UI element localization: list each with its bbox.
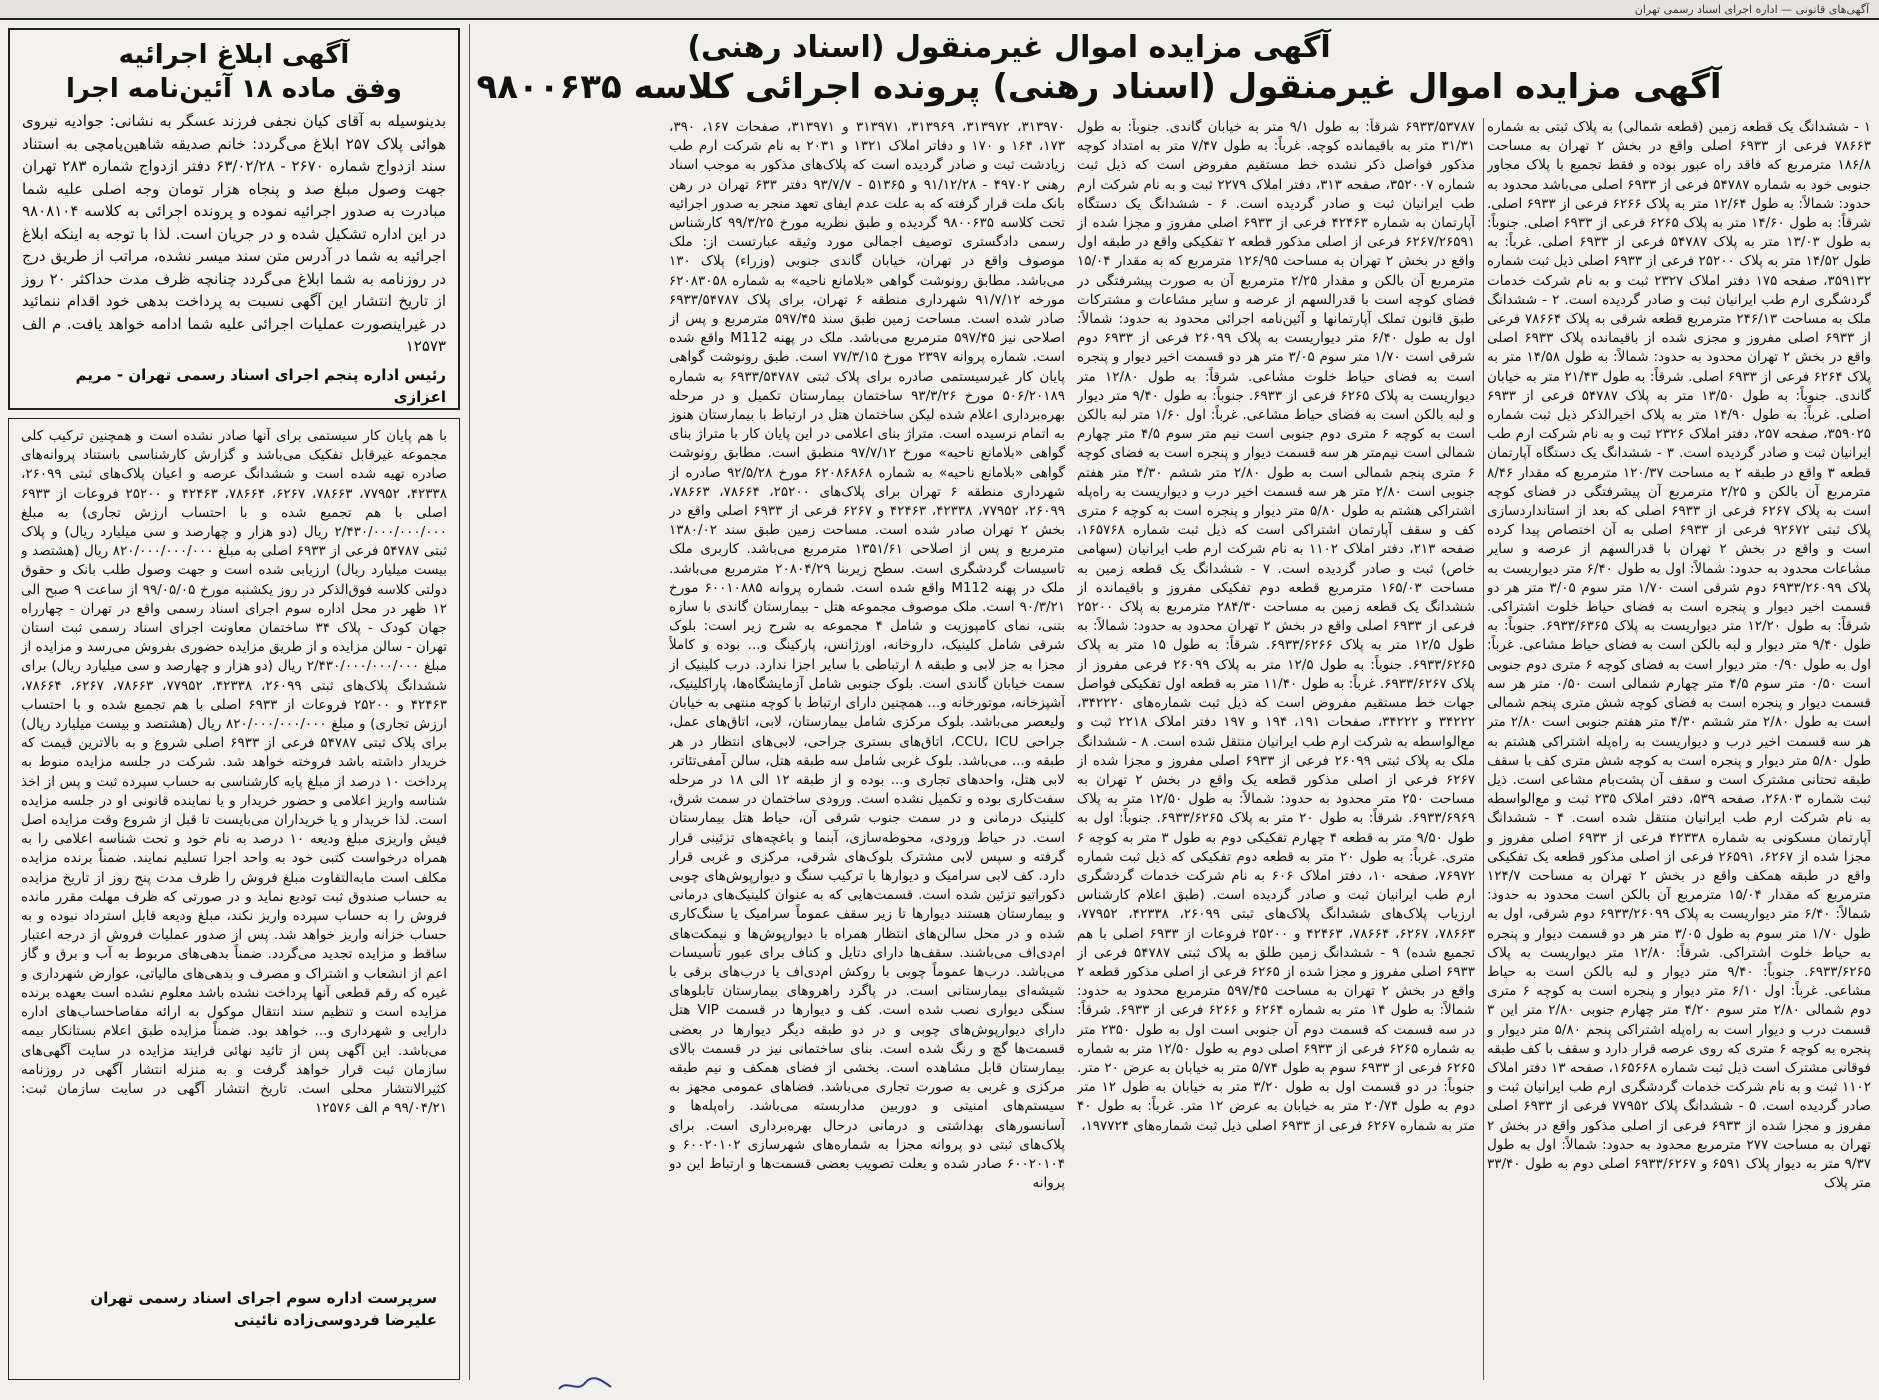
column-2-text: ۶۹۳۳/۵۳۷۸۷ شرقاً: به طول ۹/۱ متر به خیابان گاندی. جنوباً: به طول ۳۱/۳۱ متر به باقیمانده کوچه. غرباً: به طول ۷/۴۷ متر به امتداد کوچه مذکور فواصل ذکر نشده خط مستقیم مفروض است که ذیل ثبت شماره ۳۵۲۰۰۷، صفحه ۳۱۳، دفتر املاک ۲۲۷۹ ثبت و به نام شرکت ارم طب ایرانیان ثبت و صادر گردیده است. ۶ - ششدانگ یک دستگاه آپارتمان به شماره ۴۲۴۶۳ فرعی از ۶۹۳۳ اصلی مفروز و مجزا شده از ۶۲۶۷/۲۶۵۹۱ فرعی از اصلی مذکور قطعه ۲ تفکیکی واقع در طبقه اول واقع در بخش ۲ تهران به مساحت ۱۲۶/۹۵ مترمربع که به مقدار ۱۵/۰۴ مترمربع آن بالکن و مقدار ۲/۲۵ مترمربع آن به صورت پیشرفتگی در فضای کوچه است با قدرالسهم از عرصه و سایر مشاعات و مشترکات طبق قانون تملک آپارتمانها و آئین‌نامه اجرائی محدود به حدود: شمالاً: اول به طول ۶/۴۰ متر دیواریست به پلاک ۲۶۰۹۹ فرعی از ۶۹۳۳ دوم شرقی است ۱/۷۰ متر سوم ۳/۰۵ متر هر دو قسمت اخیر دیوار و پنجره است به فضای حیاط خلوت مشاعی. شرقاً: به طول ۱۲/۸۰ متر دیواریست به پلاک ۶۲۶۵ فرعی از ۶۹۳۳. جنوباً: به طول ۹/۴۰ متر دیوار و لبه بالکن است به فضای حیاط مشاعی. غرباً: اول ۱/۶۰ متر لبه بالکن است به کوچه ۶ متری دوم جنوبی است نیم متر سوم ۴/۵ متر چهارم شمالی است نیم‌متر هر سه قسمت دیوار و پنجره است به فضای کوچه ۶ متری پنجم شمالی است به طول ۲/۸۰ متر ششم ۴/۳۰ متر هفتم جنوبی است ۲/۸۰ متر هر سه قسمت اخیر درب و دیواریست به راه‌پله اشتراکی هشتم به طول ۵/۸۰ متر دیوار و پنجره است به کوچه ۶ متری کف و سقف آپارتمان اشتراکی است که ذیل ثبت شماره ۱۶۵۷۶۸، صفحه ۲۱۳، دفتر املاک ۱۱۰۲ به نام شرکت ارم طب ایرانیان (سهامی خاص) ثبت و صادر گردیده است. ۷ - ششدانگ یک قطعه زمین به مساحت ۱۶۵/۰۳ مترمربع قطعه دوم تفکیکی مفروز و باقیمانده از ششدانگ یک قطعه زمین به مساحت ۲۸۴/۳۰ مترمربع به پلاک ۲۵۲۰۰ فرعی از ۶۹۳۳ اصلی واقع در بخش ۲ تهران محدود به حدود: شمالاً: به طول ۱۲/۵ متر به پلاک ۶۹۳۳/۶۲۶۶. شرقاً: به طول ۱۵ متر به پلاک ۶۹۳۳/۶۲۶۵. جنوباً: به طول ۱۲/۵ متر به پلاک ۲۶۰۹۹ فرعی مفروز از پلاک ۶۹۳۳/۶۲۶۷. غرباً: به طول ۱۱/۴۰ متر به قطعه اول تفکیکی فواصل جهات خط مستقیم مفروض است که ذیل ثبت شماره‌های ۳۴۲۲۲۰، ۳۴۲۲۲ و ۳۴۲۲۲، صفحات ۱۹۱، ۱۹۴ و ۱۹۷ دفتر املاک ۲۲۱۸ ثبت و مع‌الواسطه به شرکت ارم طب ایرانیان منتقل شده است. ۸ - ششدانگ ملک به پلاک ثبتی ۲۶۰۹۹ فرعی از ۶۹۳۳ اصلی مفروز و مجزا شده از ۶۲۶۷ فرعی از اصلی مذکور قطعه یک واقع در بخش ۲ تهران به مساحت ۲۵۰ متر محدود به حدود: شمالاً: به طول ۱۲/۵۰ متر به پلاک ۶۹۳۳/۶۹۶۹. شرقاً: به طول ۲۰ متر به پلاک ۶۹۳۳/۶۲۶۵. جنوباً: اول به طول ۹/۵۰ متر به قطعه ۴ چهارم تفکیکی دوم به طول ۳ متر به کوچه ۶ متری. غرباً: به طول ۲۰ متر به قطعه دوم تفکیکی که ذیل ثبت شماره ۷۶۹۷۲، صفحه ۱۰، دفتر املاک ۶۰۶ به نام شرکت خدمات گردشگری ارم طب ایرانیان ثبت و صادر گردیده است. (طبق اعلام کارشناس ارزیاب پلاک‌های ششدانگ پلاک‌های ثبتی ۲۶۰۹۹، ۴۲۳۳۸، ۷۷۹۵۲، ۷۸۶۶۳، ۶۲۶۷، ۷۸۶۶۴، ۴۲۴۶۳ و ۲۵۲۰۰ فروعات از ۶۹۳۳ اصلی با هم تجمیع شده) ۹ - ششدانگ زمین طلق به پلاک ثبتی ۵۴۷۸۷ فرعی از ۶۹۳۳ اصلی مفروز و مجزا شده از ۶۲۶۵ فرعی از اصلی مذکور قطعه ۲ واقع در بخش ۲ تهران به مساحت ۵۹۷/۴۵ مترمربع محدود به حدود: شمالاً: به طول ۱۴ متر به شماره ۶۲۶۴ و ۶۲۶۶ فرعی از ۶۹۳۳. شرقاً: در سه قسمت که قسمت دوم آن جنوبی است اول به طول ۲۳۵۰ متر به شماره ۶۲۶۵ فرعی از ۶۹۳۳ اصلی دوم به طول ۱۲/۵۰ متر به شماره ۶۲۶۵ فرعی از ۶۹۳۳ سوم به طول ۵/۷۴ متر به خیابان به عرض ۲۰ متر. جنوباً: در دو قسمت اول به طول ۳/۲۰ متر به خیابان به طول ۱۲ متر دوم به طول ۲۰/۷۴ متر به خیابان به عرض ۱۲ متر. غرباً: به طول ۴۰ متر به شماره ۶۲۶۷ فرعی از ۶۹۳۳ اصلی ذیل ثبت شماره‌های ۱۹۷۷۲۴، [1077,119,1475,1134]
column-1-text: ۱ - ششدانگ یک قطعه زمین (قطعه شمالی) به پلاک ثبتی به شماره ۷۸۶۶۳ فرعی از ۶۹۳۳ اصلی واقع در بخش ۲ تهران به مساحت ۱۸۶/۸ مترمربع که فاقد راه عبور بوده و فقط تجمیع با پلاک مجاور جنوبی خود به شماره ۵۴۷۸۷ فرعی از ۶۹۳۳ اصلی می‌باشد محدود به حدود: شمالاً: به طول ۱۲/۶۴ متر به پلاک ۶۲۶۶ فرعی از ۶۹۳۳ اصلی. شرقاً: به طول ۱۴/۶۰ متر به پلاک ۶۲۶۵ فرعی از ۶۹۳۳ اصلی. جنوباً: به طول ۱۳/۰۳ متر به پلاک ۵۴۷۸۷ فرعی از ۶۹۳۳ اصلی. غرباً: به طول ۱۴/۵۲ متر به پلاک ۲۵۲۰۰ فرعی از ۶۹۳۳ اصلی ذیل ثبت شماره ۳۵۹۱۳۲، صفحه ۱۷۵ دفتر املاک ۲۳۲۷ ثبت و به نام شرکت خدمات گردشگری ارم طب ایرانیان ثبت و صادر گردیده است. ۲ - ششدانگ ملک به مساحت ۲۴۶/۱۳ مترمربع قطعه شرقی به پلاک ۷۸۶۶۴ فرعی از ۶۹۳۳ اصلی مفروز و مجزی شده از باقیمانده پلاک ۶۹۳۳ اصلی واقع در بخش ۲ تهران محدود به حدود: شمالاً: به طول ۱۴/۵۸ متر به پلاک ۶۲۶۴ فرعی از ۶۹۳۳ اصلی. شرقاً: به طول ۲۱/۴۳ متر به خیابان گاندی. جنوباً: به طول ۱۳/۵۰ متر به پلاک ۵۴۷۸۷ فرعی از ۶۹۳۳ اصلی. غرباً: به طول ۱۴/۹۰ متر به پلاک اخیرالذکر ذیل ثبت شماره ۳۵۹۰۲۵، صفحه ۲۵۷، دفتر املاک ۲۳۲۶ ثبت و به نام شرکت ارم طب ایرانیان ثبت و صادر گردیده است. ۳ - ششدانگ یک دستگاه آپارتمان قطعه ۳ واقع در طبقه ۲ به مساحت ۱۲۰/۳۷ مترمربع که مقدار ۸/۴۶ مترمربع آن بالکن و ۲/۲۵ مترمربع آن پیشرفتگی در فضای کوچه است به پلاک ۶۲۶۷ فرعی از ۶۹۳۳ اصلی که بعد از استانداردسازی پلاک ثبتی ۹۲۶۷۲ فرعی از ۶۹۳۳ اصلی به آن اختصاص پیدا کرده است و واقع در بخش ۲ تهران با قدرالسهم از عرصه و سایر مشاعات محدود به حدود: شمالاً: اول به طول ۶/۴۰ متر دیواریست به پلاک ۶۹۳۳/۲۶۰۹۹ دوم شرقی است ۱/۷۰ متر سوم ۳/۰۵ متر هر دو قسمت اخیر دیوار و پنجره است به فضای حیاط خلوت اشتراکی. شرقاً: به طول ۱۲/۲۰ متر دیواریست به پلاک ۶۹۳۳/۶۳۶۵. جنوباً: به طول ۹/۴۰ متر دیوار و لبه بالکن است به فضای حیاط مشاعی. غرباً: اول به طول ۰/۹۰ متر دیوار است به فضای کوچه ۶ متری دوم جنوبی است ۰/۵۰ متر سوم ۴/۵ متر چهارم شمالی است ۰/۵۰ متر هر سه قسمت دیوار و پنجره است به فضای کوچه شش متری پنجم شمالی است به طول ۲/۸۰ متر ششم ۴/۳۰ متر هفتم جنوبی است ۲/۸۰ متر هر سه قسمت اخیر درب و دیواریست به راه‌پله اشتراکی هشتم به طول ۵/۸۰ متر دیوار و پنجره است به کوچه شش متری کف با سقف طبقه تحتانی مشترک است و سقف آن پشت‌بام مشاعی است. ذیل ثبت شماره ۲۶۸۰۳، صفحه ۵۳۹، دفتر املاک ۲۳۵ ثبت و مع‌الواسطه به نام شرکت ارم طب ایرانیان منتقل شده است. ۴ - ششدانگ آپارتمان مسکونی به شماره ۴۲۳۳۸ فرعی از ۶۹۳۳ اصلی مفروز و مجزا شده از ۶۲۶۷، ۲۶۵۹۱ فرعی از اصلی مذکور قطعه یک تفکیکی واقع در طبقه همکف واقع در بخش ۲ تهران به مساحت ۱۲۴/۷ مترمربع که مقدار ۱۵/۰۴ مترمربع آن بالکن است محدود به حدود: شمالاً: ۶/۴۰ متر دیواریست به پلاک ۶۹۳۳/۲۶۰۹۹ دوم شرقی، اول به طول ۱/۷۰ متر سوم به طول ۳/۰۵ متر هر دو قسمت دیوار و پنجره به حیاط خلوت اشتراکی. شرقاً: ۱۲/۸۰ متر دیواریست به پلاک ۶۹۳۳/۶۲۶۵. جنوباً: ۹/۴۰ متر دیوار و لبه بالکن است به حیاط مشاعی. غرباً: اول ۶/۱۰ متر دیوار و پنجره است به کوچه ۶ متری دوم شمالی ۲/۸۰ متر سوم ۴/۲۰ متر چهارم جنوبی ۲/۸۰ متر این ۳ قسمت درب و دیوار است به راه‌پله اشتراکی پنجم ۵/۸۰ متر دیوار و پنجره به کوچه ۶ متری که روی عرصه قرار دارد و سقف با کف طبقه فوقانی مشترک است ذیل ثبت شماره ۱۶۵۶۶۸، صفحه ۱۳ دفتر املاک ۱۱۰۲ ثبت و به نام شرکت خدمات گردشگری ارم طب ایرانیان ثبت و صادر گردیده است. ۵ - ششدانگ پلاک ۷۷۹۵۲ فرعی از ۶۹۳۳ اصلی مفروز و مجزا شده از ۶۹۳۳ فرعی از اصلی مذکور واقع در بخش ۲ تهران به مساحت ۲۷۷ مترمربع محدود به حدود: شمالاً: اول به طول ۹/۳۷ متر به دیوار پلاک ۶۵۹۱ و ۶۹۳۳/۶۲۶۷ اصلی دوم به طول ۳۳/۴۰ متر پلاک [1487,119,1871,1192]
main-notice-signature-title: سرپرست اداره سوم اجرای اسناد رسمی تهران [90,1289,437,1307]
main-notice-column-3 [669,118,1065,1380]
side-notice-title-1: آگهی ابلاغ اجرائیه [118,40,350,70]
side-notice-box [8,28,460,410]
column-3-text: ۳۱۳۹۷۰، ۳۱۳۹۷۲، ۳۱۳۹۶۹، ۳۱۳۹۷۱ و ۳۱۳۹۷۱، صفحات ۱۶۷، ۳۹۰، ۱۷۳، ۱۶۴ و ۱۷۰ و دفاتر املاک ۱۳۲۱ و ۲۰۳۱ به نام شرکت ارم طب زیادشت ثبت و صادر گردیده است که پلاک‌های مذکور به موجب اسناد رهنی ۴۹۷۰۲ - ۹۱/۱۲/۲۸ و ۵۱۳۶۵ - ۹۳/۷/۷ دفتر ۶۳۳ تهران در رهن بانک ملت قرار گرفته که به علت عدم ایفای تعهد منجر به صدور اجرائیه تحت کلاسه ۹۸۰۰۶۳۵ گردیده و طبق نظریه مورخ ۹۹/۳/۲۵ کارشناس رسمی دادگستری توصیف اجمالی مورد وثیقه عبارتست از: ملک موصوف واقع در تهران، خیابان گاندی جنوبی (وزراء) پلاک ۱۳۰ می‌باشد. مطابق رونوشت گواهی «بلامانع ناحیه» به شماره ۶۲۰۸۳۰۵۸ مورخه ۹۱/۷/۱۲ شهرداری منطقه ۶ تهران، برای پلاک ۶۹۳۳/۵۴۷۸۷ صادر شده است. مساحت زمین طبق سند ۵۹۷/۴۵ مترمربع و پس از اصلاحی نیز ۵۹۷/۴۵ مترمربع می‌باشد. ملک در پهنه M112 واقع شده است. شماره پروانه ۲۳۹۷ مورخ ۷۷/۳/۱۵ است. طبق رونوشت گواهی پایان کار غیرسیستمی صادره برای پلاک ثبتی ۶۹۳۳/۵۴۷۸۷ به شماره ۵۰۶/۲۰۱۸۹ مورخ ۹۳/۳/۲۶ ساختمان بیمارستان تکمیل و در مرحله بهره‌برداری اعلام شده لیکن ساختمان هتل در ارتباط با بیمارستان هنوز به اتمام نرسیده است. متراژ بنای اعلامی در این پایان کار با متراژ بنای گواهی «بلامانع ناحیه» مورخ ۹۷/۷/۱۲ منطبق است. مطابق رونوشت گواهی «بلامانع ناحیه» به شماره ۶۲۰۸۶۸۶۸ مورخ ۹۲/۵/۲۸ صادره از شهرداری منطقه ۶ تهران برای پلاک‌های ۲۵۲۰۰، ۷۸۶۶۴، ۷۸۶۶۳، ۲۶۰۹۹، ۷۷۹۵۲، ۴۲۳۳۸، ۴۲۴۶۳ و ۶۲۶۷ فرعی از ۶۹۳۳ اصلی واقع در بخش ۲ تهران صادر شده است. مساحت زمین طبق سند ۱۳۸۰/۰۲ مترمربع و پس از اصلاحی ۱۳۵۱/۶۱ مترمربع می‌باشد. کاربری ملک تاسیسات گردشگری است. سطح زیربنا ۲۰۸۰۴/۲۹ مترمربع می‌باشد. ملک در پهنه M112 واقع شده است. شماره پروانه ۶۰۰۱۰۸۸۵ مورخ ۹۰/۳/۲۱ است. ملک موصوف مجموعه هتل - بیمارستان گاندی با سازه بتنی، نمای کامپوزیت و شامل ۴ مجموعه به شرح زیر است: بلوک شرقی شامل کلینیک، داروخانه، اورژانس، پارکینگ و... بوده و کاملاً مجزا به جز لابی و طبقه ۸ ارتباطی با سایر اجزا ندارد. درب کلینیک از سمت خیابان گاندی است. بلوک جنوبی شامل آزمایشگاه‌ها، پاراکلینیک، آشپزخانه، موتورخانه و... همچنین دارای ارتباط با کوچه منتهی به خیابان ولیعصر می‌باشد. بلوک مرکزی شامل بیمارستان، لابی، اتاق‌های عمل، جراحی CCU، ICU، اتاق‌های بستری جراحی، لابی‌های انتظار در هر طبقه و... می‌باشد. بلوک غربی شامل سه طبقه هتل، سالن آمفی‌تئاتر، لابی هتل، واحدهای تجاری و... بوده و از طبقه ۱۲ الی ۱۸ در مرحله سفت‌کاری بوده و تکمیل نشده است. ورودی ساختمان در سمت شرق، کلینیک درمانی و در سمت جنوب شرقی آن، حیاط هتل بیمارستان است. در حیاط ورودی، محوطه‌سازی، آبنما و باغچه‌های تزئینی قرار گرفته و سپس لابی مشترک بلوک‌های شرقی، مرکزی و غربی قرار دارد. کف لابی سرامیک و دیوارها با ترکیب سنگ و دیوارپوش‌های چوبی دکوراتیو تزئین شده است. قسمت‌هایی که به عنوان کلینیک‌های درمانی و بیمارستان هستند دیوارها تا زیر سقف عموماً سرامیک یا سنگ‌کاری شده و در محل سالن‌های انتظار همراه با دیوارپوش‌ها و نیمکت‌های ام‌دی‌اف می‌باشند. سقف‌ها دارای دتایل و کناف برای عبور تأسیسات می‌باشد. درب‌ها عموماً چوبی با روکش ام‌دی‌اف یا درب‌های برقی با شیشه‌ای بیمارستانی است. در پاگرد راهروهای بیمارستان تابلوهای سنگی دیواری نصب شده است. کف و دیوارها در قسمت VIP هتل دارای دیوارپوش‌های چوبی و در دو طبقه دیگر دیوارها در بعضی قسمت‌ها گچ و رنگ شده است. بنای ساختمانی نیز در قسمت بالای بیمارستان قابل مشاهده است. بخشی از فضای همکف و نیم طبقه مرکزی و غربی به صورت تجاری می‌باشد. فضاهای عمومی مجهز به سیستم‌های امنیتی و دوربین مداربسته می‌باشد. راه‌پله‌ها و آسانسورهای بهداشتی و درمانی درحال بهره‌برداری است. برای پلاک‌های ثبتی دو پروانه مجزا به شماره‌های شهرسازی ۶۰۰۲۰۱۰۲ و ۶۰۰۲۰۱۰۴ صادر شده و بعلت تصویب بعضی قسمت‌ها و ارتباط این دو پروانه [669,119,1065,1192]
main-notice-column-2 [1077,118,1475,1380]
main-notice-title-1: آگهی مزایده اموال غیرمنقول (اسناد رهنی) [687,30,1331,65]
side-notice-signature: رئیس اداره پنجم اجرای اسناد رسمی تهران - مریم اعزازی [75,365,446,406]
main-notice-headline [454,30,1864,112]
column-4-text: با هم پایان کار سیستمی برای آنها صادر نشده است و همچنین ترکیب کلی مجموعه غیرقابل تفکیک می‌باشد و گزارش کارشناسی باستناد پروانه‌های صادره تهیه شده است و ششدانگ عرصه و اعیان پلاک‌های ثبتی ۲۶۰۹۹، ۴۲۳۳۸، ۷۷۹۵۲، ۷۸۶۶۳، ۶۲۶۷، ۷۸۶۶۴، ۴۲۴۶۳ و ۲۵۲۰۰ فروعات از ۶۹۳۳ اصلی با هم تجمیع شده و با احتساب ارزش تجاری) به مبلغ ۲/۴۳۰/۰۰۰/۰۰۰/۰۰۰ ریال (دو هزار و چهارصد و سی میلیارد ریال) و پلاک ثبتی ۵۴۷۸۷ فرعی از ۶۹۳۳ اصلی به مبلغ ۸۲۰/۰۰۰/۰۰۰/۰۰۰ ریال (هشتصد و بیست میلیارد ریال) ارزیابی شده است و جهت وصول طلب بانک و حقوق دولتی کلاسه فوق‌الذکر در روز یکشنبه مورخ ۹۹/۰۵/۰۵ از ساعت ۹ صبح الی ۱۲ ظهر در محل اداره سوم اجرای اسناد رسمی واقع در تهران - چهارراه جهان کودک - پلاک ۳۴ ساختمان معاونت اجرای اسناد رسمی ثبت استان تهران - سالن مزایده و از طریق مزایده حضوری بفروش می‌رسد و مزایده از مبلغ ۲/۴۳۰/۰۰۰/۰۰۰/۰۰۰ ریال (دو هزار و چهارصد و سی میلیارد ریال) برای ششدانگ پلاک‌های ثبتی ۲۶۰۹۹، ۴۲۳۳۸، ۷۷۹۵۲، ۷۸۶۶۳، ۶۲۶۷، ۷۸۶۶۴، ۴۲۴۶۳ و ۲۵۲۰۰ فروعات از ۶۹۳۳ اصلی با هم تجمیع شده و با احتساب ارزش تجاری) و مبلغ ۸۲۰/۰۰۰/۰۰۰/۰۰۰ ریال (هشتصد و بیست میلیارد ریال) برای پلاک ثبتی ۵۴۷۸۷ فرعی از ۶۹۳۳ اصلی شروع و به بالاترین قیمت که خریدار داشته باشد فروخته خواهد شد. شرکت در جلسه مزایده منوط به پرداخت ۱۰ درصد از مبلغ پایه کارشناسی به حساب سپرده ثبت و پس از اخذ شناسه واریز اعلامی و حضور خریدار و یا نماینده قانونی او در جلسه مزایده است. لذا خریدار و یا خریداران می‌بایست تا قبل از شروع وقت مزایده اصل فیش واریزی مبلغ ودیعه ۱۰ درصد به نام خود و تحت شناسه اعلامی را به همراه درخواست کتبی خود به واحد اجرا تسلیم نمایند. ضمناً برنده مزایده مکلف است مابه‌التفاوت مبلغ فروش را ظرف مدت پنج روز از تاریخ مزایده به حساب صندوق ثبت تودیع نماید و در صورتی که ظرف مهلت مقرر مانده فروش را به حساب سپرده واریز نکند، مبلغ ودیعه قابل استرداد نبوده و به حساب خزانه واریز خواهد شد. پس از صدور عملیات فروش از درجه اعتبار ساقط و مزایده تجدید می‌گردد. ضمناً بدهی‌های مربوط به آب و برق و گاز اعم از انشعاب و اشتراک و مصرف و بدهی‌های مالیاتی، عوارض شهرداری و غیره که رقم قطعی آنها پرداخت نشده باشد معلوم نشده است بعهده برنده مزایده است و تنظیم سند انتقال موکول به ارائه مفاصاحساب‌های اداره دارایی و شهرداری و... خواهد بود. ضمناً مزایده طبق اعلام بستانکار بیمه می‌باشد. این آگهی پس از تائید نهائی فرایند مزایده در سایت آگهی‌های سازمان ثبت قرار خواهد گرفت و به منزله انتشار آگهی در روزنامه کثیرالانتشار محلی است. تاریخ انتشار آگهی در سایت سازمان ثبت: ۹۹/۰۴/۲۱ م الف ۱۲۵۷۶ [21,428,447,1117]
main-notice-signature-name: علیرضا فردوسی‌زاده نائینی [233,1311,437,1329]
main-notice-column-1 [1487,118,1871,1380]
main-notice-title-2: آگهی مزایده اموال غیرمنقول (اسناد رهنی) پرونده اجرائی کلاسه ۹۸۰۰۶۳۵ [476,67,1722,107]
column-divider [469,24,470,1380]
page-masthead [0,0,1879,20]
main-notice-column-4 [8,418,460,1380]
handwritten-mark-icon [555,1375,615,1395]
side-notice-title-2: وفق ماده ۱۸ آئین‌نامه اجرا [66,74,402,104]
masthead-text: آگهی‌های قانونی — اداره اجرای اسناد رسمی تهران [1634,3,1869,16]
side-notice-text: بدینوسیله به آقای کیان نجفی فرزند عسگر به نشانی: جواديه نیروی هوائی پلاک ۲۵۷ ابلاغ می‌گردد: خانم صدیقه شاهین‌یامچی به استناد سند ازدواج شماره ۲۶۷۰ - ۶۳/۰۲/۲۸ دفتر ازدواج شماره ۲۸۳ تهران جهت وصول مبلغ صد و پنجاه هزار تومان وجه اصلی علیه شما مبادرت به صدور اجرائیه نموده و پرونده اجرائی به کلاسه ۹۸۰۸۱۰۴ در این اداره تشکیل شده و در جریان است. لذا با توجه به اینکه ابلاغ اجرائیه به شما در آدرس متن سند میسر نشده، مراتب از طریق درج در روزنامه به شما ابلاغ می‌گردد چنانچه ظرف مدت حداکثر ۲۰ روز از تاریخ انتشار این آگهی نسبت به پرداخت بدهی خود اقدام ننمائید در غیراینصورت عملیات اجرائی علیه شما ادامه خواهد یافت. م الف ۱۲۵۷۳ [22,112,447,355]
column-divider [1483,118,1484,1380]
